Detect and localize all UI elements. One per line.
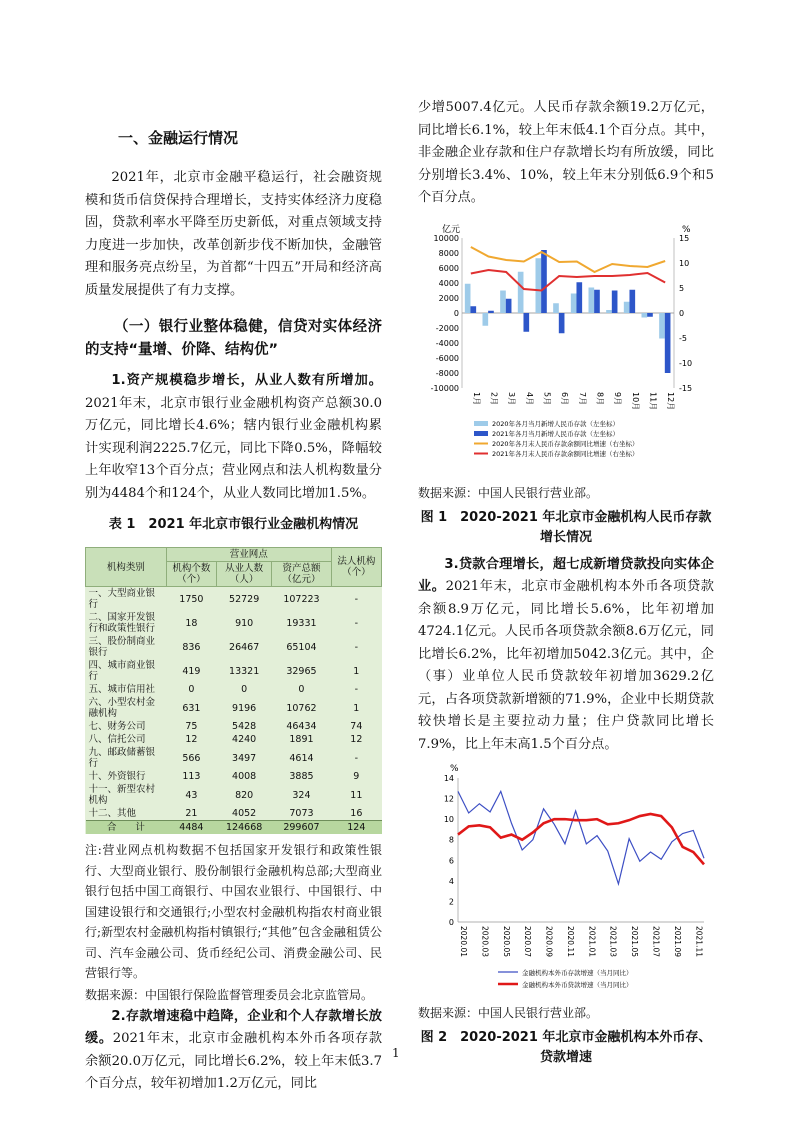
row-value: 9 (353, 771, 360, 782)
paragraph-1 (85, 370, 382, 505)
row-value: 10762 (286, 702, 317, 714)
bar-2020 (571, 293, 577, 313)
table-1-body (86, 587, 382, 835)
paragraph-2-body: 2021年末，北京市金融机构本外币各项存款余额20.0万亿元，同比增长6.2%，较上年末低3.7个百分点，较年初增加1.2万亿元，同比 (85, 1031, 383, 1091)
total-value: 124 (331, 821, 381, 835)
row-value: 324 (292, 789, 311, 801)
x-tick-label: 3月 (507, 391, 517, 405)
row-category: 四、城市商业银行 (88, 660, 156, 682)
x-tick-label: 2021.09 (672, 926, 682, 958)
row-value: 836 (182, 641, 201, 653)
x-tick-label: 11月 (648, 391, 658, 410)
table-row (86, 807, 382, 821)
bar-2020 (588, 287, 594, 313)
row-value: 3497 (232, 752, 257, 764)
row-value: 0 (188, 684, 195, 695)
row-value: 1891 (289, 734, 314, 745)
x-tick-label: 8月 (595, 391, 605, 405)
y-tick-label: 6 (448, 856, 454, 866)
bar-2020 (659, 313, 665, 339)
y2-tick-label: -15 (679, 383, 693, 393)
row-value: 5428 (232, 721, 257, 732)
bar-2020 (641, 313, 647, 318)
x-tick-label: 2021.07 (651, 926, 661, 958)
page-number: 1 (392, 1046, 400, 1060)
row-value: 631 (182, 702, 201, 714)
x-tick-label: 2020.03 (480, 926, 490, 958)
row-value: 113 (182, 771, 201, 782)
y2-tick-label: 10 (679, 258, 690, 268)
bar-2020 (500, 290, 506, 313)
loan-growth-line (458, 814, 704, 864)
legend-swatch (474, 421, 488, 426)
table-row (86, 783, 382, 807)
x-tick-label: 1月 (471, 391, 481, 405)
bar-2021 (470, 306, 476, 313)
bar-2020 (535, 258, 541, 313)
bar-2021 (576, 282, 582, 313)
row-value: 16 (350, 808, 363, 819)
row-value: - (354, 617, 359, 629)
row-value: - (354, 593, 359, 605)
table-row (86, 720, 382, 733)
bar-2020 (553, 303, 559, 313)
left-column (85, 167, 382, 1096)
row-category: 二、国家开发银行和政策性银行 (88, 612, 156, 634)
row-value: 107223 (283, 593, 320, 605)
row-value: 4052 (232, 808, 257, 819)
legend-label: 2021年各月当月新增人民币存款（左坐标） (492, 429, 620, 438)
paragraph-2-lead: 2.存款增速稳中趋降，企业和个人存款增长放缓。 (85, 1008, 382, 1046)
y-tick-label: -4000 (435, 338, 459, 348)
x-tick-label: 2021.05 (630, 926, 640, 958)
table-1-note: 注:营业网点机构数据不包括国家开发银行和政策性银行、大型商业银行、股份制银行金融机构总部;大型商业银行包括中国工商银行、中国农业银行、中国银行、中国建设银行和交通银行;小型农村金融机构指农村商业银行;新型农村金融机构指村镇银行;“其他”包含金融租赁公司、汽车金融公司、货币经纪公司、消费金融公司、民营银行等。 (85, 843, 382, 980)
bar-2020 (606, 310, 612, 313)
y-tick-label: 4000 (438, 278, 459, 288)
section-title: 一、金融运行情况 (118, 129, 239, 147)
row-value: 4614 (289, 752, 314, 764)
table-row (86, 746, 382, 770)
row-value: 9196 (232, 702, 257, 714)
bar-2020 (518, 271, 524, 312)
x-tick-label: 2021.11 (694, 926, 704, 958)
x-tick-label: 9月 (613, 391, 623, 405)
y-tick-label: -8000 (435, 368, 459, 378)
bar-2020 (465, 283, 471, 312)
header-employees: 从业人数（人） (217, 562, 272, 587)
bar-2021 (665, 313, 671, 373)
row-value: 12 (185, 734, 198, 745)
y-tick-label: 10000 (433, 233, 459, 243)
y-tick-label: 8 (448, 835, 454, 845)
y-tick-label: 2000 (438, 293, 459, 303)
row-value: - (354, 752, 359, 764)
row-value: 4240 (232, 734, 257, 745)
growth-line-2020 (471, 247, 665, 272)
row-category: 五、城市信用社 (88, 684, 156, 695)
paragraph-3-body: 2021年末，北京市金融机构本外币各项贷款余额8.9万亿元，同比增长5.6%，比年初增加4724.1亿元。人民币各项贷款余额8.6万亿元，同比增长6.2%，比年初增加5042.3亿元。其中，企（事）业单位人民币贷款较年初增加3629.2亿元，占各项贷款新增额的71.9%，企业中长期贷款较快增长是主要拉动力量；住户贷款同比增长7.9%，比上年末高1.5个百分点。 (418, 579, 714, 752)
bar-2021 (541, 250, 547, 313)
row-category: 十一、新型农村机构 (88, 784, 156, 806)
row-value: 26467 (229, 641, 260, 653)
row-value: 0 (298, 684, 305, 695)
row-value: 1 (353, 665, 360, 677)
row-category: 一、大型商业银行 (88, 588, 156, 610)
bar-2021 (629, 289, 635, 312)
y-tick-label: -10000 (430, 383, 459, 393)
paragraph-1-lead: 1.资产规模稳步增长，从业人数有所增加。 (111, 373, 382, 388)
x-tick-label: 2月 (489, 391, 499, 405)
x-tick-label: 7月 (577, 391, 587, 405)
y-tick-label: 8000 (438, 248, 459, 258)
y2-tick-label: -5 (679, 333, 687, 343)
row-category: 六、小型农村金融机构 (88, 697, 156, 719)
row-category: 十二、其他 (88, 808, 137, 819)
bar-2021 (506, 298, 512, 312)
bar-2021 (488, 310, 494, 312)
header-branch-count: 机构个数（个） (166, 562, 216, 587)
x-tick-label: 2020.01 (459, 926, 468, 958)
y2-tick-label: -10 (679, 358, 693, 368)
x-tick-label: 2021.03 (608, 926, 618, 958)
row-value: - (354, 641, 359, 653)
table-row (86, 611, 382, 635)
x-tick-label: 2020.09 (544, 926, 554, 958)
y2-tick-label: 15 (679, 233, 690, 243)
y-tick-label: -2000 (435, 323, 459, 333)
row-value: 0 (241, 684, 248, 695)
row-value: 1750 (179, 593, 204, 605)
row-value: 11 (350, 789, 363, 801)
bar-2021 (647, 313, 653, 317)
row-category: 十、外资银行 (88, 771, 146, 782)
x-tick-label: 12月 (666, 391, 676, 410)
paragraph-1-body: 2021年末，北京市银行业金融机构资产总额30.0万亿元，同比增长4.6%；辖内银行业金融机构累计实现利润2225.7亿元，同比下降0.5%，降幅较上年收窄13个百分点；营业网点和法人机构数量分别为4484个和124个，从业人数同比增加1.5%。 (85, 395, 382, 501)
table-row (86, 587, 382, 612)
total-value: 299607 (272, 821, 331, 835)
row-value: 566 (182, 752, 201, 764)
chart-2-source: 数据来源：中国人民银行营业部。 (418, 1006, 599, 1020)
chart-1 (418, 220, 714, 478)
row-value: 18 (185, 617, 198, 629)
y-tick-label: -6000 (435, 353, 459, 363)
table-row (86, 659, 382, 683)
y-tick-label: 0 (448, 918, 454, 927)
row-category: 九、邮政储蓄银行 (88, 747, 156, 769)
bar-2021 (523, 313, 529, 332)
x-tick-label: 2020.05 (501, 926, 511, 958)
legend-label: 2020年各月当月新增人民币存款（左坐标） (492, 419, 620, 428)
total-value: 4484 (166, 821, 216, 835)
legend-swatch (474, 431, 488, 436)
header-category: 机构类别 (86, 548, 167, 587)
paragraph-3 (418, 554, 714, 757)
table-1-source: 数据来源：中国银行保险监督管理委员会北京监管局。 (85, 987, 374, 1002)
y-tick-label: 14 (443, 774, 454, 783)
row-value: 820 (235, 789, 254, 801)
row-value: 46434 (286, 721, 317, 732)
y-axis-label: 亿元 (441, 224, 460, 235)
table-row (86, 770, 382, 783)
x-tick-label: 4月 (524, 391, 534, 405)
x-tick-label: 2021.01 (587, 926, 597, 958)
row-value: 74 (350, 721, 363, 732)
chart-2-caption: 图 2 2020-2021 年北京市金融机构本外币存、贷款增速 (420, 1030, 712, 1065)
paragraph-3-lead: 3.贷款合理增长，超七成新增贷款投向实体企业。 (418, 556, 714, 594)
legend-label: 2020年各月末人民币存款余额同比增速（右坐标） (492, 439, 639, 448)
row-value: 419 (182, 665, 201, 677)
total-label: 合 计 (86, 821, 167, 835)
table-row (86, 733, 382, 746)
row-category: 七、财务公司 (88, 721, 146, 732)
table-row (86, 683, 382, 696)
bar-2021 (594, 289, 600, 312)
subsection-title: （一）银行业整体稳健，信贷对实体经济的支持“量增、价降、结构优” (85, 319, 382, 358)
x-tick-label: 2020.07 (523, 926, 533, 958)
chart-1-caption: 图 1 2020-2021 年北京市金融机构人民币存款增长情况 (420, 509, 712, 545)
row-value: 3885 (289, 771, 314, 782)
header-assets: 资产总额（亿元） (272, 562, 331, 587)
row-value: - (354, 684, 359, 695)
x-tick-label: 5月 (542, 391, 552, 405)
table-1 (85, 547, 382, 834)
header-legal-entities: 法人机构（个） (331, 548, 381, 587)
row-value: 13321 (229, 665, 260, 677)
y-axis-label: % (450, 764, 459, 774)
legend-label: 金融机构本外币存款增速（当月同比） (522, 969, 633, 977)
bar-2020 (482, 313, 488, 326)
row-value: 4008 (232, 771, 257, 782)
y-tick-label: 10 (443, 815, 454, 825)
row-value: 21 (185, 808, 198, 819)
y-tick-label: 0 (453, 308, 459, 318)
row-value: 65104 (286, 641, 317, 653)
bar-2021 (612, 290, 618, 313)
row-value: 32965 (286, 665, 317, 677)
row-value: 43 (185, 789, 198, 801)
row-value: 910 (235, 617, 254, 629)
x-tick-label: 6月 (560, 391, 570, 405)
y-tick-label: 12 (443, 794, 454, 804)
legend-label: 金融机构本外币贷款增速（当月同比） (522, 981, 633, 989)
row-value: 19331 (286, 617, 317, 629)
y-tick-label: 6000 (438, 263, 459, 273)
y-tick-label: 4 (448, 876, 454, 886)
table-1-caption: 表 1 2021 年北京市银行业金融机构情况 (108, 517, 359, 532)
table-total-row (86, 821, 382, 835)
total-value: 124668 (217, 821, 272, 835)
table-row (86, 696, 382, 720)
y2-axis-label: % (682, 224, 691, 235)
chart-2 (418, 762, 714, 1002)
row-category: 八、信托公司 (88, 734, 146, 745)
legend-label: 2021年各月末人民币存款余额同比增速（右坐标） (492, 449, 639, 458)
growth-line-2021 (471, 270, 665, 291)
paragraph-2 (85, 1006, 382, 1096)
row-value: 52729 (229, 593, 260, 605)
row-value: 1 (353, 702, 360, 714)
right-column (418, 97, 714, 1068)
y2-tick-label: 5 (679, 283, 685, 293)
chart-1-source: 数据来源：中国人民银行营业部。 (418, 485, 599, 500)
x-tick-label: 2020.11 (565, 926, 575, 958)
y2-tick-label: 0 (679, 308, 685, 318)
row-category: 三、股份制商业银行 (88, 636, 156, 658)
row-value: 7073 (289, 808, 314, 819)
row-value: 75 (185, 721, 198, 732)
header-group-branches: 营业网点 (166, 548, 331, 562)
bar-2020 (624, 301, 630, 312)
table-row (86, 635, 382, 659)
bar-2021 (559, 313, 565, 333)
row-value: 12 (350, 734, 363, 745)
x-tick-label: 10月 (630, 391, 640, 410)
deposit-growth-line (458, 791, 704, 884)
y-tick-label: 2 (448, 897, 454, 907)
intro-paragraph: 2021年，北京市金融平稳运行，社会融资规模和货币信贷保持合理增长，支持实体经济力度稳固，贷款利率水平降至历史新低，对重点领域支持力度进一步加快，改革创新步伐不断加快，金融管理和服务亮点纷呈，为首都“十四五”开局和经济高质量发展提供了有力支撑。 (85, 170, 382, 298)
paragraph-2-continued: 少增5007.4亿元。人民币存款余额19.2万亿元，同比增长6.1%，较上年末低4.1个百分点。其中，非金融企业存款和住户存款增长均有所放缓，同比分别增长3.4%、10%，较上年末分别低6.9个和5个百分点。 (418, 100, 714, 205)
